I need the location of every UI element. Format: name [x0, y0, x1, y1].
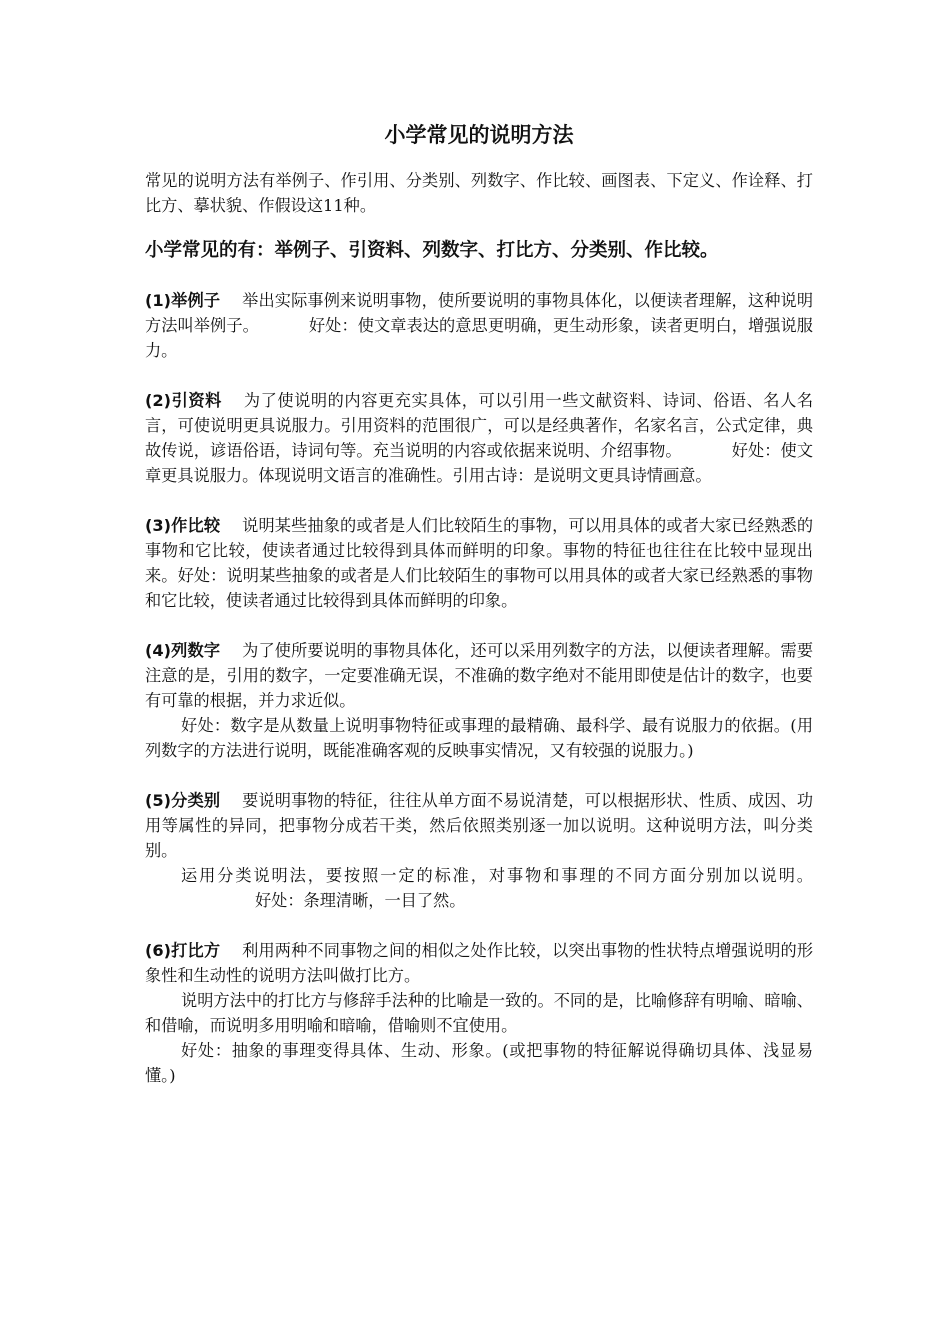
section-text: 举出实际事例来说明事物，使所要说明的事物具体化，以便读者理解，这种说明方法叫举例子。 — [145, 291, 814, 335]
section-paragraph-2: 说明方法中的打比方与修辞手法种的比喻是一致的。不同的是，比喻修辞有明喻、暗喻、和借喻，而说明多用明喻和暗喻，借喻则不宜使用。 — [145, 991, 813, 1035]
section-analogy — [145, 938, 813, 1088]
section-paragraph-3: 好处：抽象的事理变得具体、生动、形象。(或把事物的特征解说得确切具体、浅显易懂。) — [145, 1041, 813, 1085]
subheading: 小学常见的有：举例子、引资料、列数字、打比方、分类别、作比较。 — [145, 240, 719, 261]
section-label: (3)作比较 — [145, 516, 221, 535]
section-paragraph — [145, 288, 813, 363]
section-numbers — [145, 638, 813, 763]
page-title: 小学常见的说明方法 — [384, 123, 574, 147]
section-paragraph-2 — [145, 863, 813, 913]
section-text: 要说明事物的特征，往往从单方面不易说清楚，可以根据形状、性质、成因、功用等属性的异同，把事物分成若干类，然后依照类别逐一加以说明。这种说明方法，叫分类别。 — [145, 791, 814, 860]
section-comparison — [145, 513, 813, 613]
section-label: (2)引资料 — [145, 391, 222, 410]
section-paragraph — [145, 638, 813, 713]
section-paragraph — [145, 388, 813, 488]
section-citations — [145, 388, 813, 488]
document-page — [145, 118, 813, 1113]
section-paragraph — [145, 788, 813, 863]
intro-paragraph: 常见的说明方法有举例子、作引用、分类别、列数字、作比较、画图表、下定义、作诠释、打比方、摹状貌、作假设这11种。 — [145, 171, 813, 215]
section-label: (1)举例子 — [145, 291, 221, 310]
section-paragraph — [145, 938, 813, 988]
section-label: (6)打比方 — [145, 941, 221, 960]
section-benefit: 好处：使文章表达的意思更明确，更生动形象，读者更明白，增强说服力。 — [145, 316, 813, 360]
section-text: 说明某些抽象的或者是人们比较陌生的事物，可以用具体的或者大家已经熟悉的事物和它比较，使读者通过比较得到具体而鲜明的印象。事物的特征也往往在比较中显现出来。好处：说明某些抽象的或者是人们比较陌生的事物可以用具体的或者大家已经熟悉的事物和它比较，使读者通过比较得到具体而鲜明的印象。 — [145, 516, 814, 610]
section-benefit: 好处：使文章更具说服力。体现说明文语言的准确性。引用古诗：是说明文更具诗情画意。 — [145, 441, 814, 485]
section-classification — [145, 788, 813, 913]
section-text: 为了使所要说明的事物具体化，还可以采用列数字的方法，以便读者理解。需要注意的是，引用的数字，一定要准确无误，不准确的数字绝对不能用即使是估计的数字，也要有可靠的根据，并力求近似。 — [145, 641, 814, 710]
section-text: 利用两种不同事物之间的相似之处作比较，以突出事物的性状特点增强说明的形象性和生动性的说明方法叫做打比方。 — [145, 941, 814, 985]
section-paragraph — [145, 513, 813, 613]
section-benefit: 好处：条理清晰，一目了然。 — [255, 891, 466, 910]
section-paragraph-2: 好处：数字是从数量上说明事物特征或事理的最精确、最科学、最有说服力的依据。(用列数字的方法进行说明，既能准确客观的反映事实情况，又有较强的说服力。) — [145, 716, 813, 760]
section-label: (5)分类别 — [145, 791, 221, 810]
section-examples — [145, 288, 813, 363]
section-paragraph-2-text: 运用分类说明法，要按照一定的标准，对事物和事理的不同方面分别加以说明。 — [181, 866, 813, 885]
section-text: 为了使说明的内容更充实具体，可以引用一些文献资料、诗词、俗语、名人名言，可使说明更具说服力。引用资料的范围很广，可以是经典著作，名家名言，公式定律，典故传说，谚语俗语，诗词句等。充当说明的内容或依据来说明、介绍事物。 — [145, 391, 814, 460]
section-label: (4)列数字 — [145, 641, 221, 660]
